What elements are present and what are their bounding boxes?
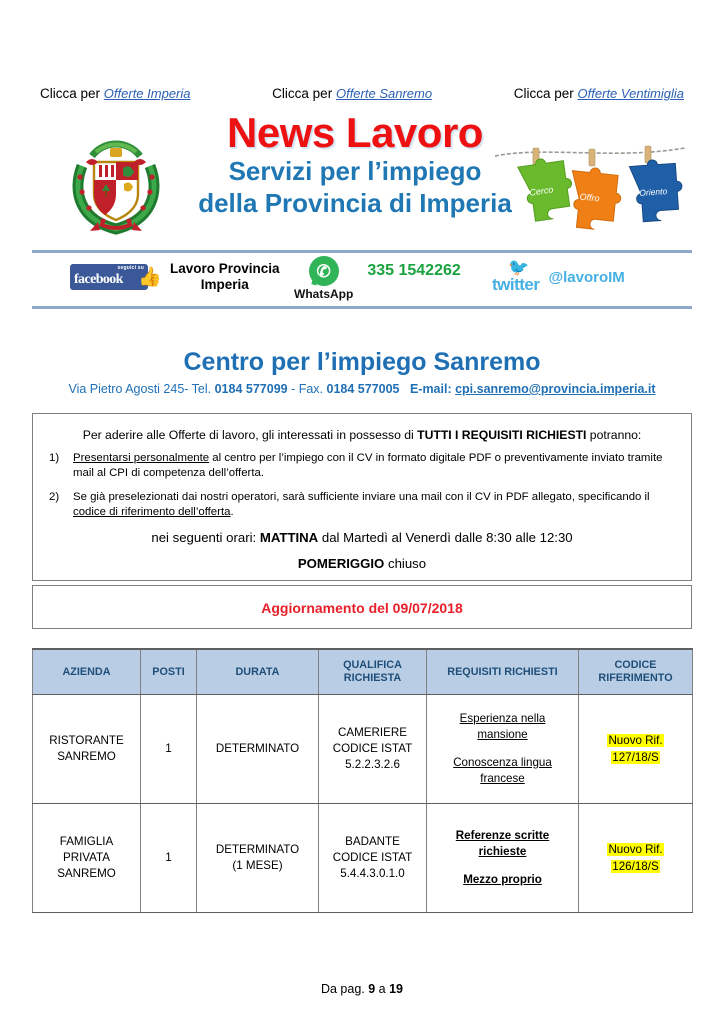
- office-contact-line: [0, 382, 724, 396]
- facebook-name-line1: Lavoro Provincia: [170, 261, 280, 276]
- instructions-item2-underlined: codice di riferimento dell’offerta: [73, 506, 231, 518]
- page-title: Centro per l’impiego Sanremo: [183, 348, 541, 376]
- instructions-lead: [33, 428, 691, 442]
- cell-line: SANREMO: [57, 750, 116, 763]
- footer-page-to: 19: [389, 982, 404, 996]
- instructions-item-2: [73, 490, 677, 520]
- divider-rule-top: [32, 250, 692, 253]
- top-link-prefix: Clicca per: [272, 86, 333, 101]
- header-label: QUALIFICA: [343, 659, 402, 671]
- masthead-title-sub2: della Provincia di Imperia: [198, 188, 512, 218]
- cell-azienda: [33, 695, 141, 804]
- header-label: POSTI: [152, 665, 185, 678]
- instructions-item1-underlined: Presentarsi personalmente: [73, 452, 210, 464]
- imperia-coat-of-arms-icon: [62, 132, 170, 237]
- office-email[interactable]: cpi.sanremo@provincia.imperia.it: [455, 382, 656, 396]
- masthead-titles: [175, 110, 535, 219]
- whatsapp-block[interactable]: [294, 256, 461, 301]
- cell-posti: [141, 695, 197, 804]
- cell-azienda: [33, 804, 141, 913]
- facebook-block[interactable]: [70, 261, 280, 293]
- cell-spacer: [430, 860, 575, 872]
- job-offers-table: [32, 648, 693, 913]
- puzzle-pieces-graphic: [495, 140, 685, 235]
- cell-line: DETERMINATO: [215, 843, 300, 856]
- cell-line: Mezzo proprio: [463, 873, 542, 886]
- header-label: RICHIESTA: [343, 672, 402, 684]
- header-label: REQUISITI RICHIESTI: [447, 665, 558, 678]
- table-col-qualifica: [319, 649, 427, 695]
- top-link-label[interactable]: Offerte Imperia: [103, 86, 191, 101]
- cell-codice: [579, 804, 693, 913]
- hours-morning-label: MATTINA: [259, 530, 319, 545]
- cell-line: Referenze scritte: [455, 829, 550, 842]
- cell-line: BADANTE: [345, 835, 400, 848]
- cell-durata: [197, 695, 319, 804]
- cell-line: RISTORANTE: [49, 734, 124, 747]
- top-link-imperia[interactable]: [40, 86, 191, 101]
- cell-line: (1 MESE): [232, 859, 283, 872]
- hours-prefix: nei seguenti orari:: [151, 530, 260, 545]
- instructions-item1-rest: al centro per l’impiego con il CV in formato digitale PDF o preventivamente inviato tramite mail al CPI di competenza dell’offerta.: [73, 452, 663, 479]
- hours-morning-detail: dal Martedì al Venerdì dalle 8:30 alle 12:30: [318, 530, 573, 545]
- cell-line: mansione: [477, 728, 528, 741]
- header-label: RIFERIMENTO: [598, 672, 673, 684]
- cell-line: francese: [480, 772, 525, 785]
- facebook-icon[interactable]: [70, 264, 162, 290]
- facebook-page-name: [170, 261, 280, 293]
- whatsapp-number: 335 1542262: [367, 262, 461, 279]
- code-highlight-line: 127/18/S: [612, 751, 659, 764]
- footer-middle: a: [375, 982, 390, 996]
- table-body: [33, 695, 693, 913]
- cell-line: CAMERIERE: [338, 726, 407, 739]
- instructions-item2-rest: Se già preselezionati dai nostri operatori, sarà sufficiente inviare una mail con il CV in PDF allegato, specificando il: [73, 491, 650, 503]
- cell-line: Esperienza nella: [459, 712, 546, 725]
- header-label: CODICE: [614, 659, 657, 671]
- update-banner-text: Aggiornamento del 09/07/2018: [261, 600, 463, 616]
- instructions-afternoon: [33, 556, 691, 571]
- cell-line: 1: [165, 742, 172, 755]
- instructions-hours: [33, 530, 691, 545]
- hours-afternoon-label: POMERIGGIO: [297, 556, 385, 571]
- table-row: [33, 804, 693, 913]
- cell-line: SANREMO: [57, 867, 116, 880]
- twitter-block[interactable]: [492, 260, 625, 295]
- code-highlight-line: Nuovo Rif.: [608, 843, 663, 856]
- instructions-lead-emphasis: TUTTI I REQUISITI RICHIESTI: [417, 428, 587, 442]
- twitter-handle[interactable]: @lavoroIM: [548, 269, 625, 286]
- code-highlight-line: 126/18/S: [612, 860, 659, 873]
- twitter-icon-column: [492, 260, 540, 295]
- cell-line: 5.4.4.3.0.1.0: [340, 867, 405, 880]
- phone-glyph-icon: ✆: [316, 261, 331, 281]
- whatsapp-label: WhatsApp: [294, 287, 354, 301]
- table-col-posti: [141, 649, 197, 695]
- divider-rule-bottom: [32, 306, 692, 309]
- svg-text:Oriento: Oriento: [638, 186, 668, 198]
- instructions-lead-c: potranno:: [586, 428, 642, 442]
- facebook-badge-small: seguici su: [117, 265, 144, 271]
- top-link-sanremo[interactable]: [272, 86, 432, 101]
- top-link-prefix: Clicca per: [40, 86, 101, 101]
- cell-requisiti: [427, 695, 579, 804]
- cell-line: CODICE ISTAT: [332, 742, 413, 755]
- facebook-name-line2: Imperia: [200, 277, 249, 292]
- top-links-row: [0, 86, 724, 101]
- top-link-label[interactable]: Offerte Ventimiglia: [577, 86, 684, 101]
- whatsapp-icon-column: [294, 256, 353, 301]
- cell-line: 1: [165, 851, 172, 864]
- header-label: AZIENDA: [62, 665, 111, 678]
- cell-requisiti: [427, 804, 579, 913]
- instructions-lead-a: Per aderire alle Offerte di lavoro, gli interessati in possesso di: [82, 428, 418, 442]
- top-link-prefix: Clicca per: [513, 86, 574, 101]
- table-header: [33, 649, 693, 695]
- social-bar: [32, 256, 692, 304]
- cell-line: PRIVATA: [62, 851, 111, 864]
- instructions-item2-end: .: [230, 506, 234, 518]
- facebook-badge-word: facebook: [74, 272, 123, 287]
- cell-durata: [197, 804, 319, 913]
- footer-prefix: Da pag.: [320, 982, 369, 996]
- whatsapp-icon[interactable]: [309, 256, 339, 286]
- office-fax: 0184 577005: [326, 382, 400, 396]
- page-footer: [0, 982, 724, 996]
- code-highlight-line: Nuovo Rif.: [608, 734, 663, 747]
- cell-line: DETERMINATO: [215, 742, 300, 755]
- office-email-label: E-mail:: [409, 382, 456, 396]
- cell-qualifica: [319, 695, 427, 804]
- table-col-azienda: [33, 649, 141, 695]
- masthead-title-main: News Lavoro: [227, 109, 483, 156]
- cell-line: FAMIGLIA: [59, 835, 114, 848]
- cell-qualifica: [319, 804, 427, 913]
- svg-text:Cerco: Cerco: [528, 184, 554, 198]
- header-label: DURATA: [235, 665, 280, 678]
- table-row: [33, 695, 693, 804]
- cell-line: Conoscenza lingua: [453, 756, 552, 769]
- instructions-box: [32, 413, 692, 581]
- table-col-codice: [579, 649, 693, 695]
- thumbs-up-icon: 👍: [138, 267, 162, 288]
- svg-text:Offro: Offro: [579, 191, 601, 204]
- update-banner-box: [32, 585, 692, 629]
- cell-line: 5.2.2.3.2.6: [345, 758, 400, 771]
- masthead-title-sub1: Servizi per l’impiego: [228, 156, 482, 186]
- instructions-list: [33, 451, 691, 520]
- office-address: Via Pietro Agosti 245- Tel.: [68, 382, 215, 396]
- footer-page-from: 9: [368, 982, 376, 996]
- twitter-bird-icon: 🐦: [508, 258, 530, 277]
- cell-posti: [141, 804, 197, 913]
- twitter-wordmark: twitter: [492, 275, 540, 294]
- hours-afternoon-detail: chiuso: [384, 556, 427, 571]
- top-link-label[interactable]: Offerte Sanremo: [335, 86, 433, 101]
- office-phone: 0184 577099: [214, 382, 288, 396]
- instructions-item-1: [73, 451, 677, 481]
- table-col-requisiti: [427, 649, 579, 695]
- cell-spacer: [430, 743, 575, 755]
- cell-codice: [579, 695, 693, 804]
- top-link-ventimiglia[interactable]: [514, 86, 684, 101]
- table-col-durata: [197, 649, 319, 695]
- office-fax-label: - Fax.: [287, 382, 327, 396]
- cell-line: CODICE ISTAT: [332, 851, 413, 864]
- table-header-row: [33, 649, 693, 695]
- cell-line: richieste: [478, 845, 527, 858]
